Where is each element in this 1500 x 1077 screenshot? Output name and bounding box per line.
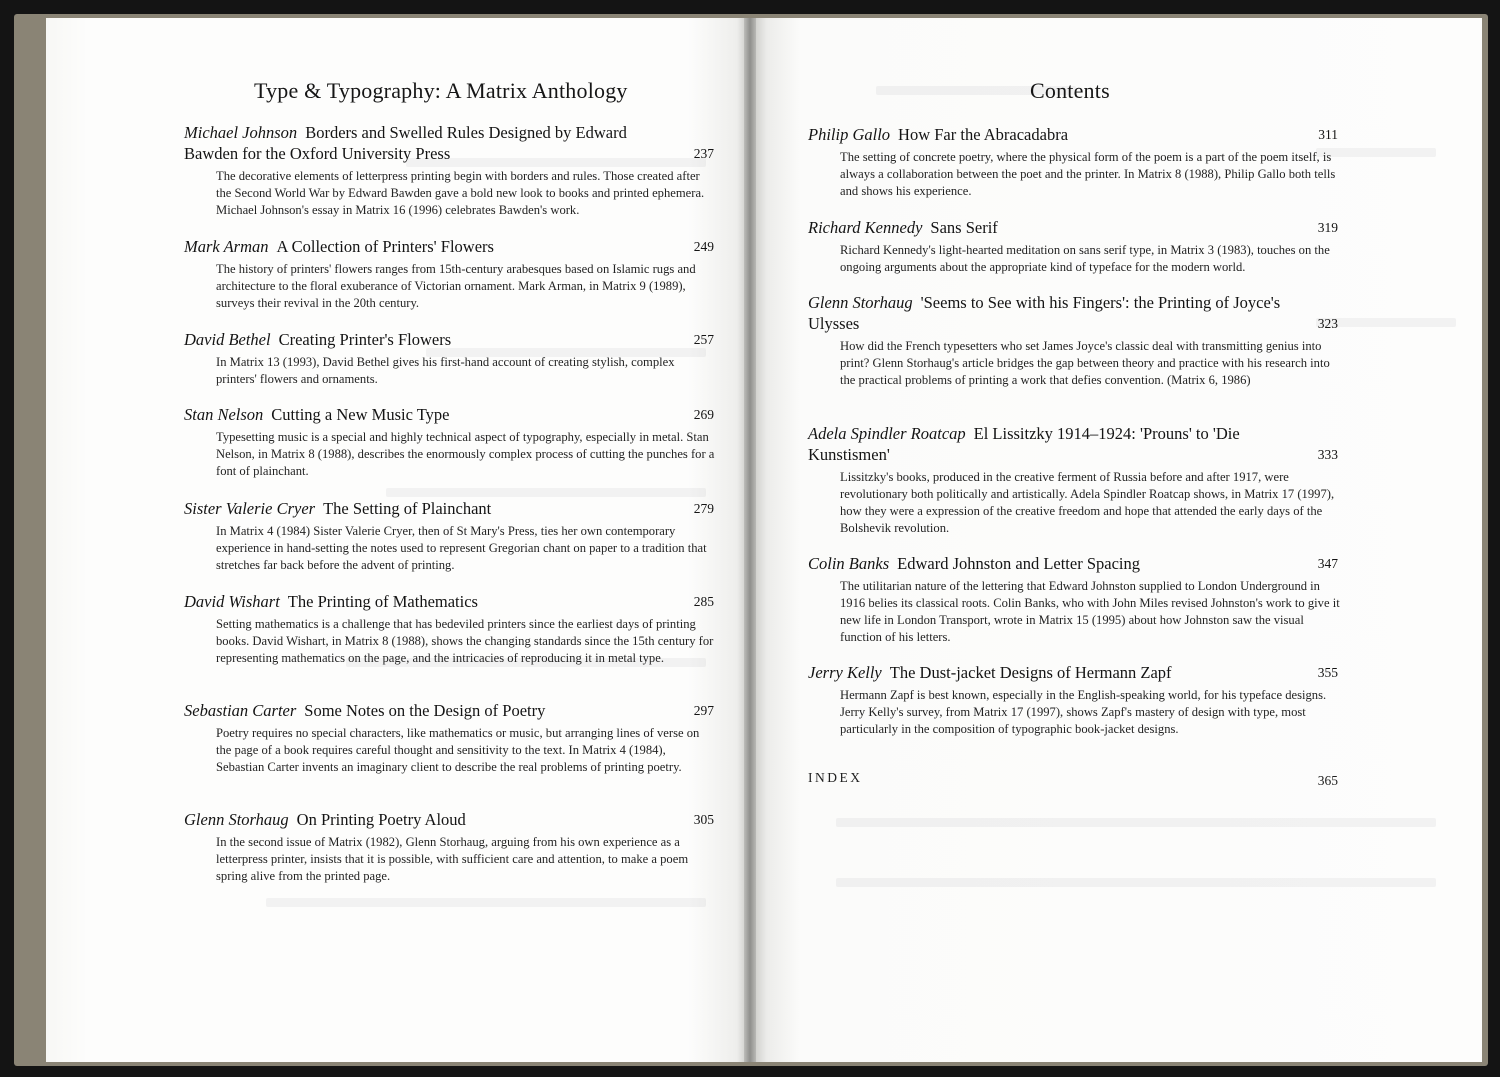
entry-title: Borders and Swelled Rules Designed by Edward Bawden for the Oxford University Press <box>184 123 627 163</box>
entry-author: Adela Spindler Roatcap <box>808 424 966 443</box>
entry-author: Jerry Kelly <box>808 663 882 682</box>
running-head-left: Type & Typography: A Matrix Anthology <box>254 78 628 103</box>
entry-page-number: 297 <box>693 703 714 718</box>
toc-entry[interactable] <box>808 292 1338 389</box>
entry-page-number: 311 <box>1318 127 1338 142</box>
entry-heading <box>184 122 714 164</box>
entry-author: Philip Gallo <box>808 125 891 144</box>
entry-description: Setting mathematics is a challenge that has bedeviled printers since the earliest days of printing books. David Wishart, in Matrix 8 (1988), shows the changing standards since the 15th century for representing mathematics on the page, and the intricacies of reproducing it in metal type. <box>216 617 714 665</box>
entry-heading <box>808 553 1338 574</box>
entry-title: Creating Printer's Flowers <box>278 330 452 349</box>
entry-author: David Wishart <box>184 592 280 611</box>
right-page <box>756 18 1482 1062</box>
entry-heading <box>184 236 714 257</box>
index-page-number: 365 <box>1317 773 1338 788</box>
entry-author: David Bethel <box>184 330 271 349</box>
entry-page-number: 355 <box>1317 665 1338 680</box>
entry-description: In Matrix 4 (1984) Sister Valerie Cryer, then of St Mary's Press, ties her own contemporary experience in hand-setting the notes used to represent Gregorian chant on paper to a tradition that stretches far back before the advent of printing. <box>216 524 707 572</box>
toc-entry[interactable] <box>808 124 1338 200</box>
entry-page-number: 279 <box>693 501 714 516</box>
entry-heading <box>184 591 714 612</box>
entry-heading <box>184 498 714 519</box>
index-label: INDEX <box>808 770 863 785</box>
entry-title: A Collection of Printers' Flowers <box>276 237 494 256</box>
toc-entry[interactable] <box>184 236 714 312</box>
entry-heading <box>808 662 1338 683</box>
entry-heading <box>184 700 714 721</box>
entry-heading <box>808 292 1338 334</box>
toc-entry[interactable] <box>184 700 714 776</box>
entry-page-number: 323 <box>1317 316 1338 331</box>
entry-author: Glenn Storhaug <box>808 293 913 312</box>
left-page <box>46 18 744 1062</box>
toc-entry[interactable] <box>808 423 1338 537</box>
toc-entry[interactable] <box>808 217 1338 276</box>
entry-author: Richard Kennedy <box>808 218 923 237</box>
entry-page-number: 237 <box>693 146 714 161</box>
entry-author: Glenn Storhaug <box>184 810 289 829</box>
entry-title: 'Seems to See with his Fingers': the Printing of Joyce's Ulysses <box>808 293 1281 333</box>
toc-entry[interactable] <box>184 329 714 388</box>
entry-title: On Printing Poetry Aloud <box>296 810 466 829</box>
entry-title: Sans Serif <box>930 218 998 237</box>
entry-description: The history of printers' flowers ranges from 15th-century arabesques based on Islamic rugs and architecture to the floral exuberance of Victorian ornament. Mark Arman, in Matrix 9 (1989), surveys their revival in the 20th century. <box>216 262 696 310</box>
entry-description: In the second issue of Matrix (1982), Glenn Storhaug, arguing from his own experience as a letterpress printer, insists that it is possible, with sufficient care and attention, to make a poem spring alive from the printed page. <box>216 835 689 883</box>
entry-title: The Dust-jacket Designs of Hermann Zapf <box>889 663 1172 682</box>
toc-entry[interactable] <box>808 662 1338 738</box>
book-gutter <box>744 18 756 1062</box>
entry-description: The decorative elements of letterpress printing begin with borders and rules. Those created after the Second World War by Edward Bawden gave a bold new look to books and printed ephemera. Michael Johnson's essay in Matrix 16 (1996) celebrates Bawden's work. <box>216 169 705 217</box>
entry-heading <box>184 809 714 830</box>
running-head-right: Contents <box>1030 78 1110 103</box>
entry-description: Lissitzky's books, produced in the creative ferment of Russia before and after 1917, were revolutionary both politically and artistically. Adela Spindler Roatcap shows, in Matrix 17 (1997), how they were a expression of the creative freedom and hope that attended the early days of the Bolshevik revolution. <box>840 470 1335 535</box>
entry-page-number: 269 <box>693 407 714 422</box>
entry-page-number: 305 <box>693 812 714 827</box>
toc-entry[interactable] <box>184 404 714 480</box>
entry-title: The Printing of Mathematics <box>287 592 478 611</box>
entry-description: The utilitarian nature of the lettering that Edward Johnston supplied to London Underground in 1916 belies its classical roots. Colin Banks, who with John Miles revised Johnston's work to give it new life in London Transport, wrote in Matrix 15 (1995) about how Johnston saw the visual function of his letters. <box>840 579 1340 644</box>
toc-index-entry[interactable] <box>808 770 1338 786</box>
entry-description: The setting of concrete poetry, where the physical form of the poem is a part of the poem itself, is always a collaboration between the poet and the printer. In Matrix 8 (1988), Philip Gallo both tells and shows his experience. <box>840 150 1336 198</box>
entry-title: Edward Johnston and Letter Spacing <box>897 554 1140 573</box>
entry-author: Mark Arman <box>184 237 269 256</box>
toc-entry[interactable] <box>808 553 1338 646</box>
entry-description: In Matrix 13 (1993), David Bethel gives his first-hand account of creating stylish, complex printers' flowers and ornaments. <box>216 355 675 386</box>
entry-page-number: 347 <box>1317 556 1338 571</box>
entry-description: Poetry requires no special characters, like mathematics or music, but arranging lines of verse on the page of a book requires careful thought and sensitivity to the text. In Matrix 4 (1984), Sebastian Carter invents an imaginary client to describe the real problems of printing poetry. <box>216 726 700 774</box>
entry-title: The Setting of Plainchant <box>323 499 492 518</box>
entry-author: Sebastian Carter <box>184 701 297 720</box>
entry-author: Sister Valerie Cryer <box>184 499 316 518</box>
entry-title: How Far the Abracadabra <box>898 125 1069 144</box>
entry-description: Hermann Zapf is best known, especially in the English-speaking world, for his typeface designs. Jerry Kelly's survey, from Matrix 17 (1997), shows Zapf's mastery of design with type, most particularly in the composition of typographic book-jacket designs. <box>840 688 1327 736</box>
entry-page-number: 333 <box>1317 447 1338 462</box>
entry-author: Stan Nelson <box>184 405 264 424</box>
toc-entry[interactable] <box>184 498 714 574</box>
entry-author: Michael Johnson <box>184 123 298 142</box>
entry-description: How did the French typesetters who set James Joyce's classic deal with transmitting genius into print? Glenn Storhaug's article bridges the gap between theory and practice with his research into the practical problems of printing a work that defies convention. (Matrix 6, 1986) <box>840 339 1330 387</box>
entry-title: Cutting a New Music Type <box>271 405 450 424</box>
entry-page-number: 285 <box>693 594 714 609</box>
entry-heading <box>808 423 1338 465</box>
entry-description: Typesetting music is a special and highly technical aspect of typography, especially in metal. Stan Nelson, in Matrix 8 (1988), describes the enormously complex process of cutting the punches for a font of plainchant. <box>216 430 715 478</box>
entry-author: Colin Banks <box>808 554 890 573</box>
entry-page-number: 257 <box>693 332 714 347</box>
entry-heading <box>808 217 1338 238</box>
entry-title: El Lissitzky 1914–1924: 'Prouns' to 'Die Kunstismen' <box>808 424 1240 464</box>
toc-entry[interactable] <box>184 809 714 885</box>
entry-heading <box>808 124 1338 145</box>
toc-entry[interactable] <box>184 122 714 219</box>
toc-entry[interactable] <box>184 591 714 667</box>
entry-title: Some Notes on the Design of Poetry <box>304 701 546 720</box>
entry-description: Richard Kennedy's light-hearted meditation on sans serif type, in Matrix 3 (1983), touches on the ongoing arguments about the appropriate kind of typeface for the modern world. <box>840 243 1330 274</box>
entry-heading <box>184 404 714 425</box>
entry-page-number: 319 <box>1317 220 1338 235</box>
entry-heading <box>184 329 714 350</box>
entry-page-number: 249 <box>693 239 714 254</box>
